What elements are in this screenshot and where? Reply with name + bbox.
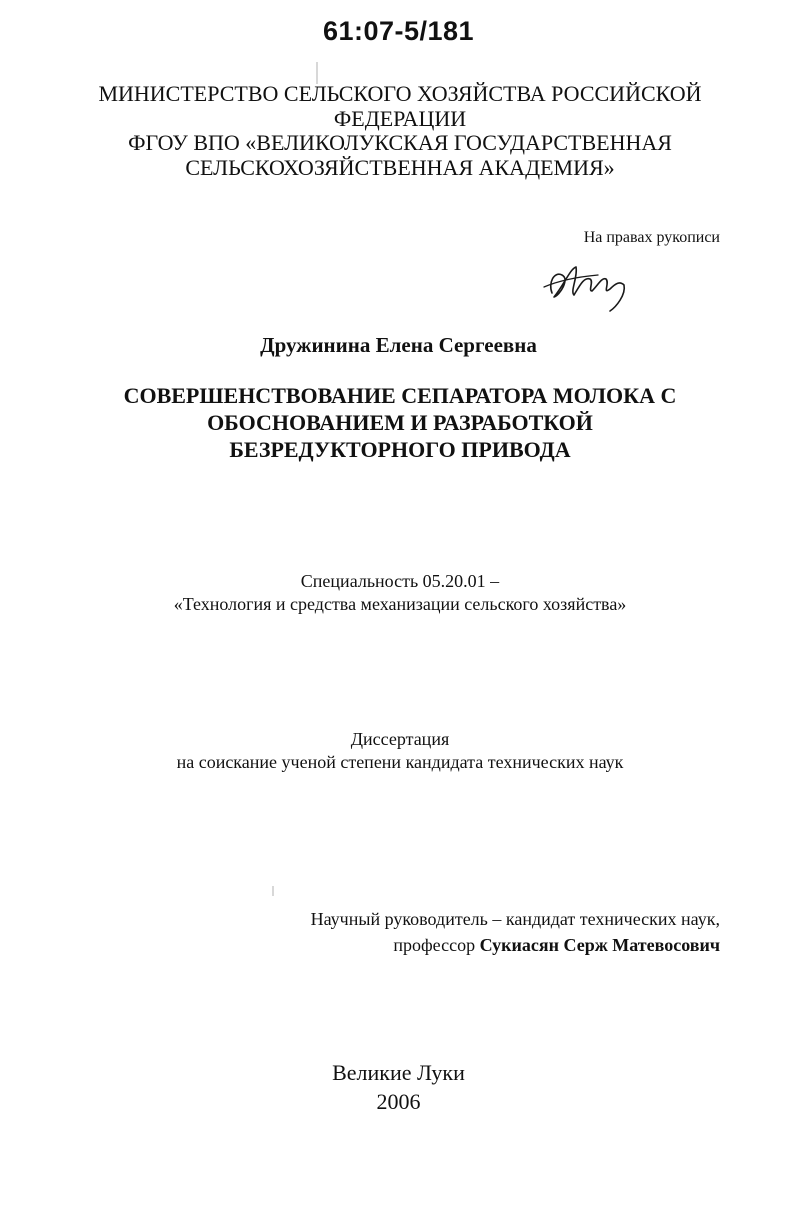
manuscript-note: На правах рукописи <box>583 229 720 246</box>
year: 2006 <box>376 1089 421 1114</box>
specialty-block <box>60 570 740 616</box>
supervisor-name-line <box>260 932 720 958</box>
dissertation-title <box>60 382 740 463</box>
title-line: БЕЗРЕДУКТОРНОГО ПРИВОДА <box>229 437 571 462</box>
place-and-year <box>0 1058 797 1116</box>
institution-header <box>60 82 740 180</box>
institution-line: ФЕДЕРАЦИИ <box>333 105 467 131</box>
specialty-code: Специальность 05.20.01 – <box>300 571 500 591</box>
city: Великие Луки <box>332 1060 465 1085</box>
signature-scribble <box>540 255 630 315</box>
supervisor-name: Сукиасян Серж Матевосович <box>479 935 720 955</box>
supervisor-role: Научный руководитель – кандидат технических наук, <box>310 909 720 929</box>
institution-line: МИНИСТЕРСТВО СЕЛЬСКОГО ХОЗЯЙСТВА РОССИЙСКОЙ <box>98 81 702 106</box>
dissertation-type: Диссертация <box>350 729 450 749</box>
catalog-code: 61:07-5/181 <box>322 16 475 46</box>
author-name: Дружинина Елена Сергеевна <box>260 333 537 357</box>
institution-line: СЕЛЬСКОХОЗЯЙСТВЕННАЯ АКАДЕМИЯ» <box>185 154 615 180</box>
specialty-name: «Технология и средства механизации сельского хозяйства» <box>173 594 627 614</box>
institution-line: ФГОУ ВПО «ВЕЛИКОЛУКСКАЯ ГОСУДАРСТВЕННАЯ <box>128 130 672 155</box>
supervisor-title: профессор <box>393 935 476 955</box>
title-line: СОВЕРШЕНСТВОВАНИЕ СЕПАРАТОРА МОЛОКА С <box>123 383 677 408</box>
title-line: ОБОСНОВАНИЕМ И РАЗРАБОТКОЙ <box>207 410 593 435</box>
supervisor-block <box>260 906 720 958</box>
scan-mark <box>272 886 274 896</box>
degree-line: на соискание ученой степени кандидата технических наук <box>176 752 624 772</box>
dissertation-block <box>60 728 740 774</box>
